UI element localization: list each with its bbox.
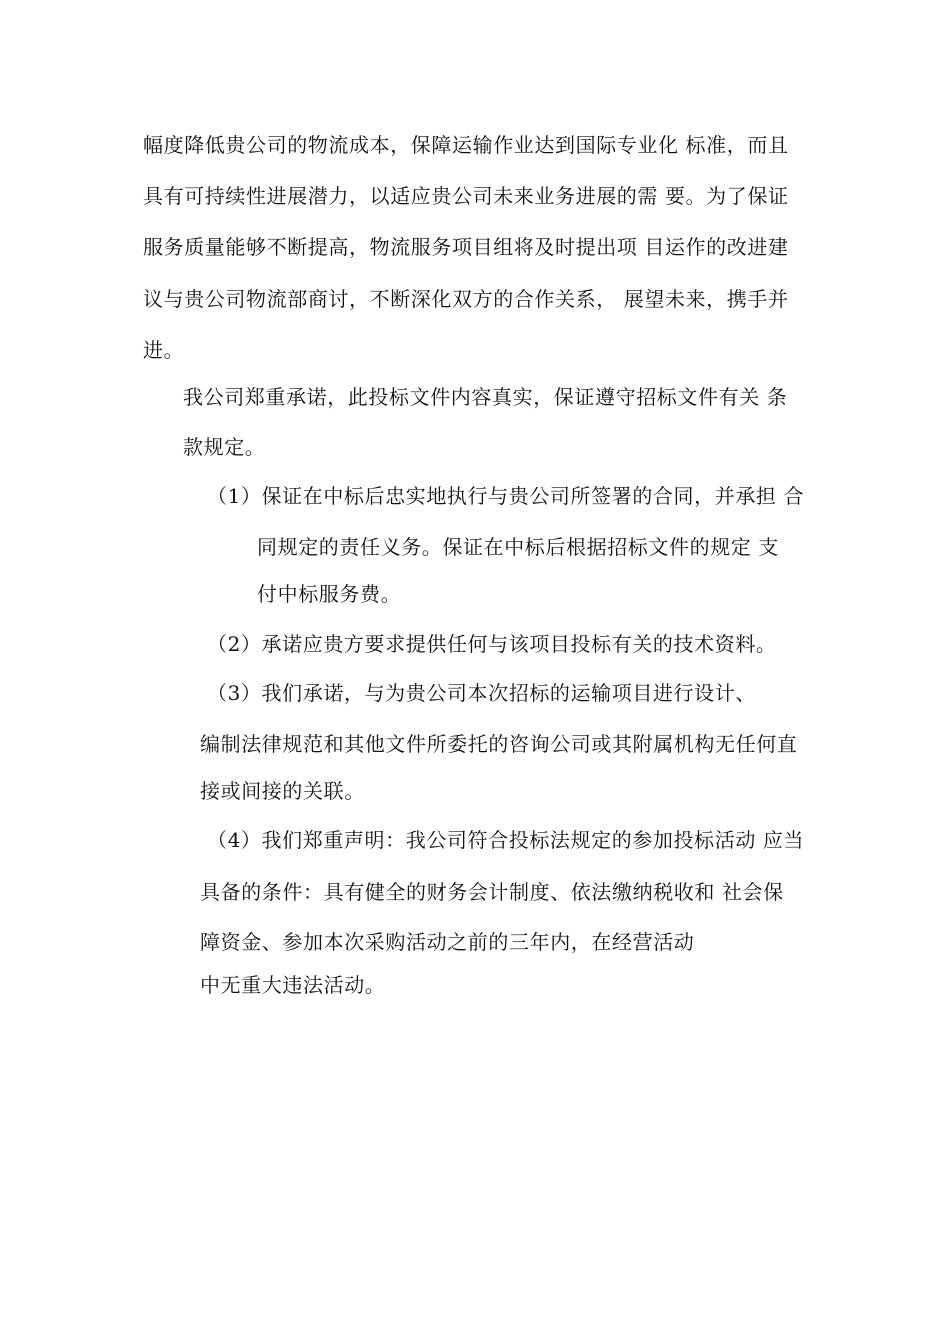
- item-2-line-1: （2）承诺应贵方要求提供任何与该项目投标有关的技术资料。: [207, 632, 777, 656]
- item-1-line-1: （1）保证在中标后忠实地执行与贵公司所签署的合同，并承担 合: [207, 484, 805, 508]
- item-4-line-4: 中无重大违法活动。: [200, 973, 386, 997]
- item-3-line-2: 编制法律规范和其他文件所委托的咨询公司或其附属机构无任何直: [200, 732, 798, 756]
- paragraph-1-line-1: 幅度降低贵公司的物流成本，保障运输作业达到国际专业化 标准，而且: [143, 133, 789, 157]
- item-1-line-3: 付中标服务费。: [257, 582, 402, 606]
- item-3-line-1: （3）我们承诺，与为贵公司本次招标的运输项目进行设计、: [207, 681, 756, 705]
- paragraph-1-line-2: 具有可持续性进展潜力，以适应贵公司未来业务进展的需 要。为了保证: [143, 184, 789, 208]
- item-1-line-2: 同规定的责任义务。保证在中标后根据招标文件的规定 支: [257, 535, 779, 559]
- paragraph-1-line-3: 服务质量能够不断提高，物流服务项目组将及时提出项 目运作的改进建: [143, 235, 789, 259]
- item-4-line-1: （4）我们郑重声明：我公司符合投标法规定的参加投标活动 应当: [207, 828, 805, 852]
- paragraph-2-line-1: 我公司郑重承诺，此投标文件内容真实，保证遵守招标文件有关 条: [183, 385, 788, 409]
- item-3-line-3: 接或间接的关联。: [200, 779, 365, 803]
- item-4-line-3: 障资金、参加本次采购活动之前的三年内，在经营活动: [200, 930, 695, 954]
- paragraph-2-line-2: 款规定。: [183, 435, 266, 459]
- item-4-line-2: 具备的条件：具有健全的财务会计制度、依法缴纳税收和 社会保: [200, 880, 784, 904]
- paragraph-1-line-5: 进。: [143, 338, 185, 362]
- paragraph-1-line-4: 议与贵公司物流部商讨，不断深化双方的合作关系， 展望未来，携手并: [143, 287, 789, 311]
